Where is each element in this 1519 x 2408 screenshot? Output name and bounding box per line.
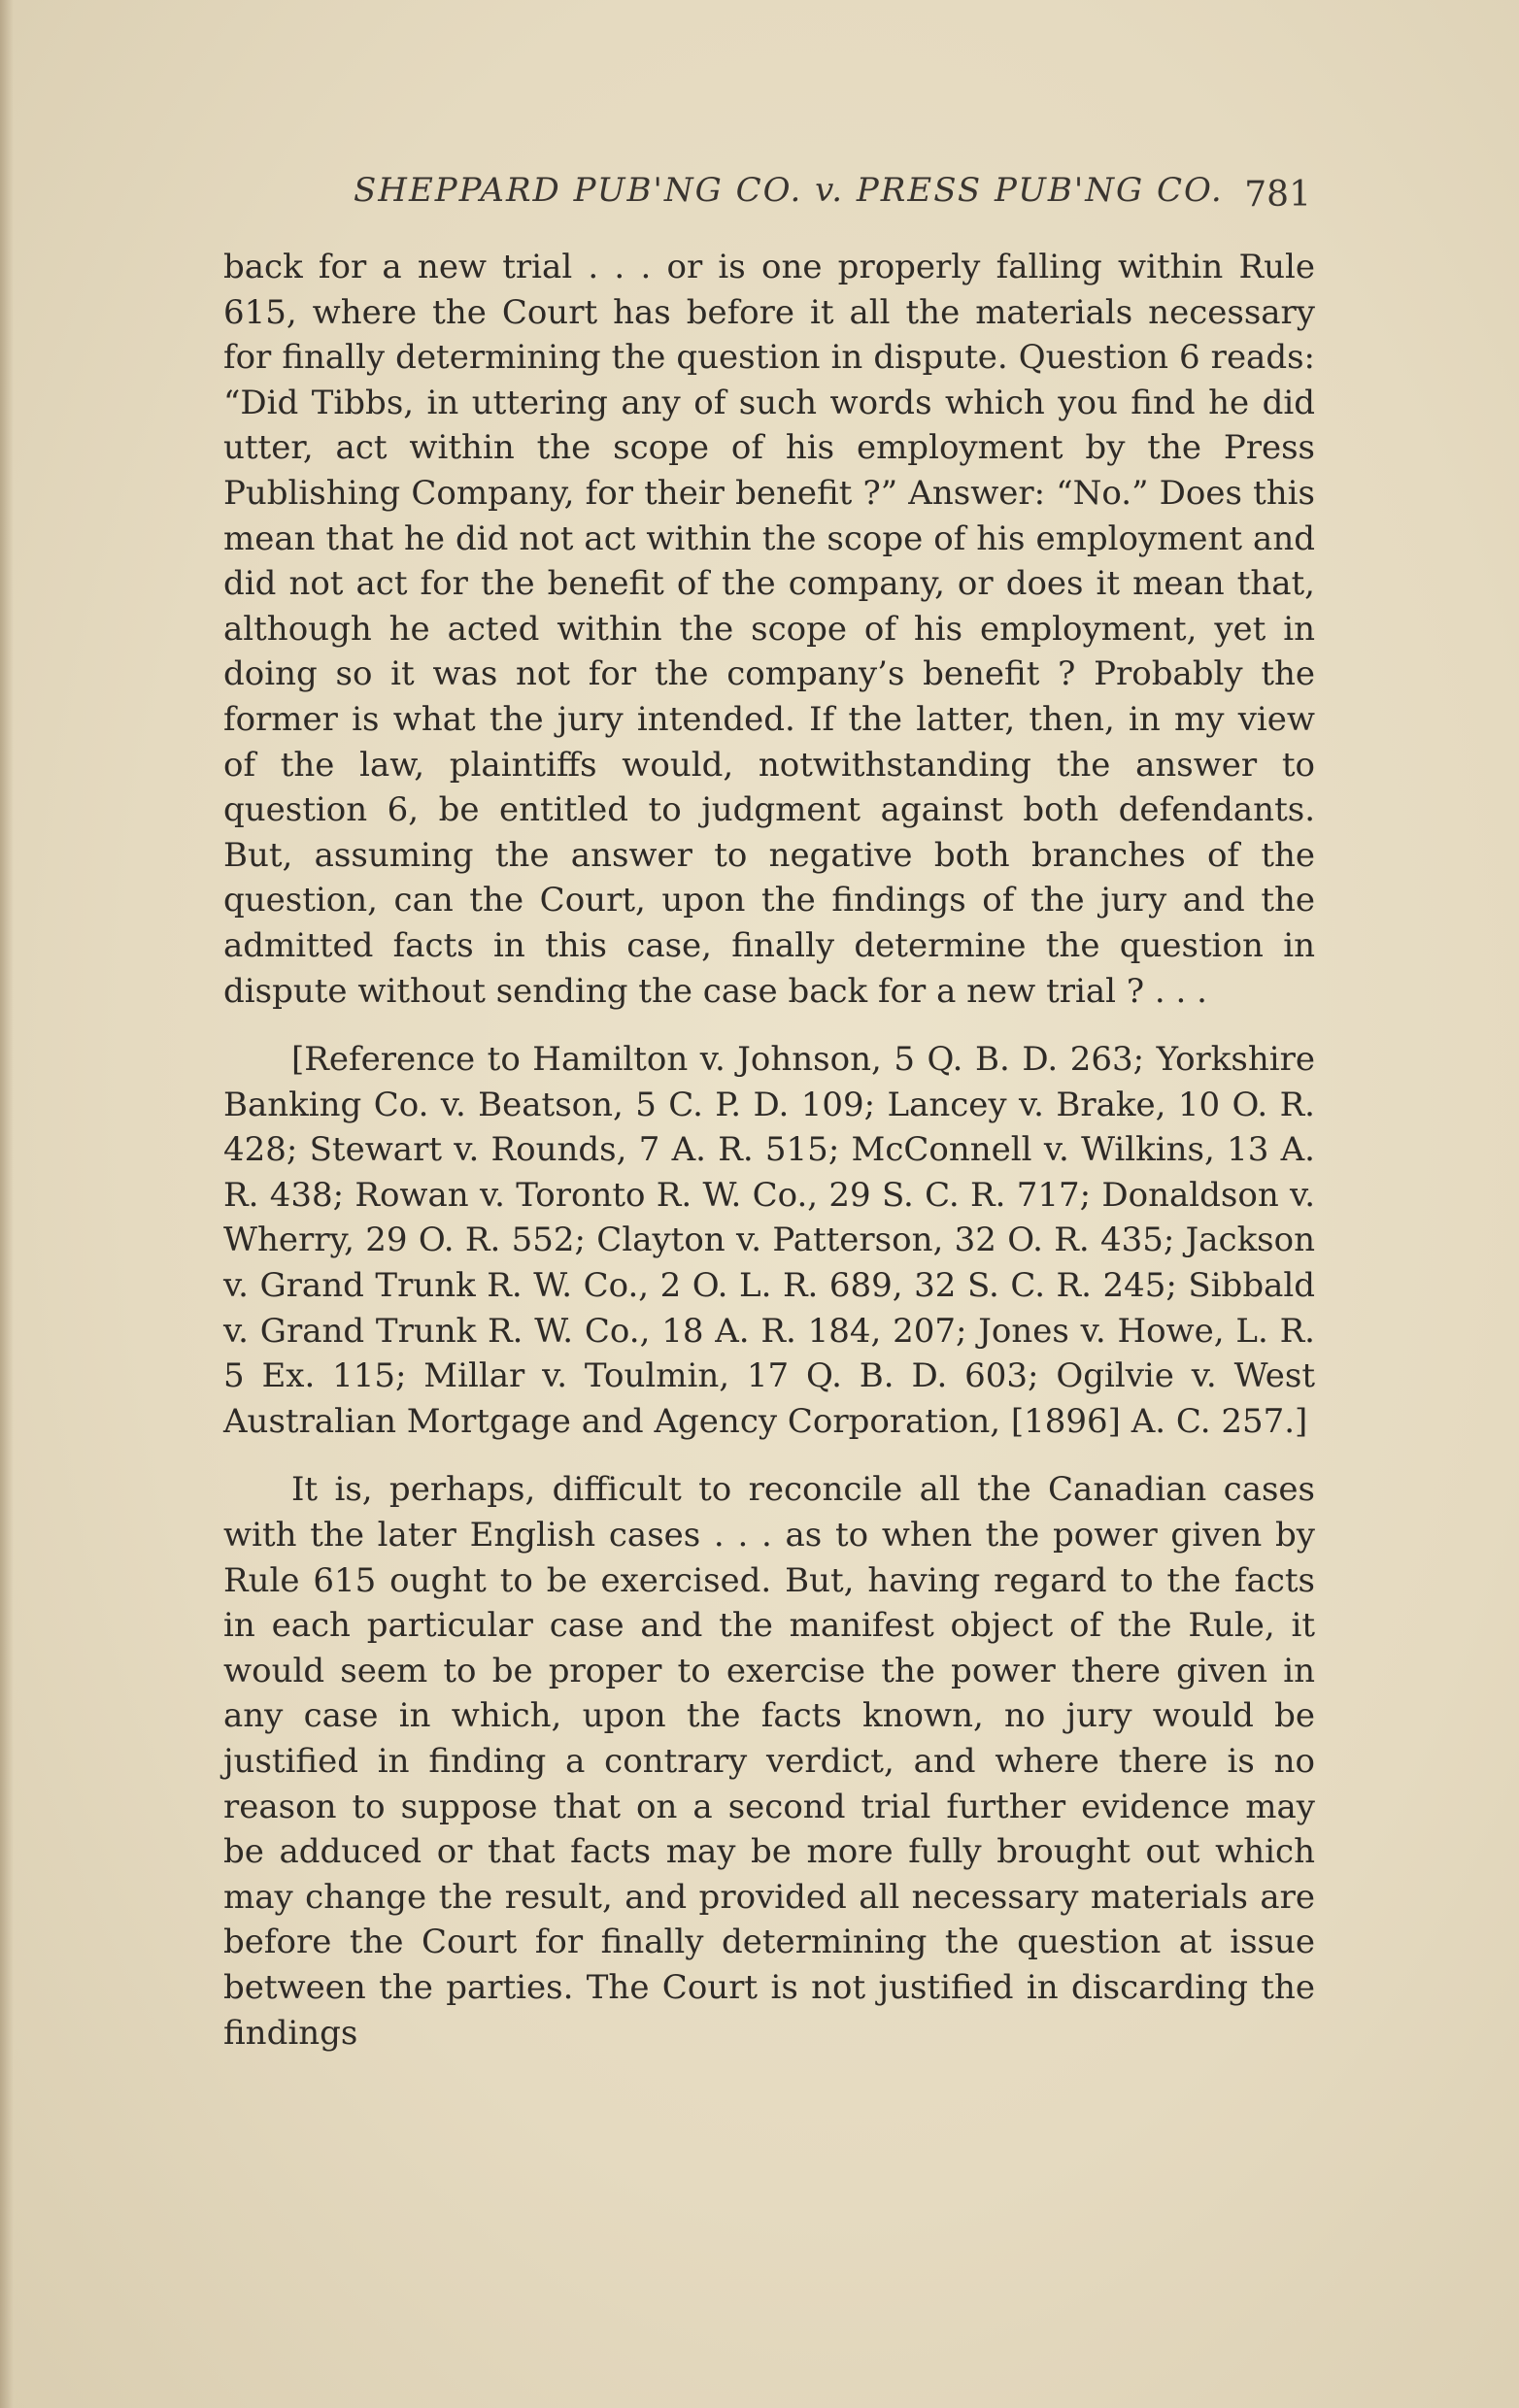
page-number: 781 — [1244, 175, 1311, 215]
running-head: SHEPPARD PUB'NG CO. v. PRESS PUB'NG CO. — [354, 171, 1224, 210]
paragraph-references: [Reference to Hamilton v. Johnson, 5 Q. B. D. 263; Yorkshire Banking Co. v. Beatson, 5 C. P. D. 109; Lancey v. Brake, 10 O. R. 428; Stewart v. Rounds, 7 A. R. 515; McConnell v. Wilkins, 13 A. R. 438; Rowan v. Toronto R. W. Co., 29 S. C. R. 717; Donaldson v. Wherry, 29 O. R. 552; Clayton v. Patterson, 32 O. R. 435; Jackson v. Grand Trunk R. W. Co., 2 O. L. R. 689, 32 S. C. R. 245; Sibbald v. Grand Trunk R. W. Co., 18 A. R. 184, 207; Jones v. Howe, L. R. 5 Ex. 115; Millar v. Toulmin, 17 Q. B. D. 603; Ogilvie v. West Australian Mortgage and Agency Corporation, [1896] A. C. 257.] — [223, 1040, 1315, 1441]
paragraph-rule-615: It is, perhaps, difficult to reconcile all the Canadian cases with the later English cases . . . as to when the power given by Rule 615 ought to be exercised. But, having regard to the facts in each particular case and the manifest object of the Rule, it would seem to be proper to exercise the power there given in any case in which, upon the facts known, no jury would be justified in finding a contrary verdict, and where there is no reason to suppose that on a second trial further evidence may be adduced or that facts may be more fully brought out which may change the result, and provided all necessary materials are before the Court for finally determining the question at issue between the parties. The Court is not justified in discarding the findings — [223, 1470, 1315, 2053]
binding-gutter-shadow — [0, 0, 14, 2408]
page-header — [223, 171, 1311, 229]
paragraph-continuation: back for a new trial . . . or is one properly falling within Rule 615, where the Court has before it all the materials necessary for finally determining the question in dispute. Question 6 reads: “Did Tibbs, in uttering any of such words which you find he did utter, act within the scope of his employment by the Press Publishing Company, for their benefit ?” Answer: “No.” Does this mean that he did not act within the scope of his employment and did not act for the benefit of the company, or does it mean that, although he acted within the scope of his employment, yet in doing so it was not for the company’s benefit ? Probably the former is what the jury intended. If the latter, then, in my view of the law, plaintiffs would, notwithstanding the answer to question 6, be entitled to judgment against both defendants. But, assuming the answer to negative both branches of the question, can the Court, upon the findings of the jury and the admitted facts in this case, finally determine the question in dispute without sending the case back for a new trial ? . . . — [223, 248, 1315, 1011]
body-text — [223, 245, 1315, 2056]
